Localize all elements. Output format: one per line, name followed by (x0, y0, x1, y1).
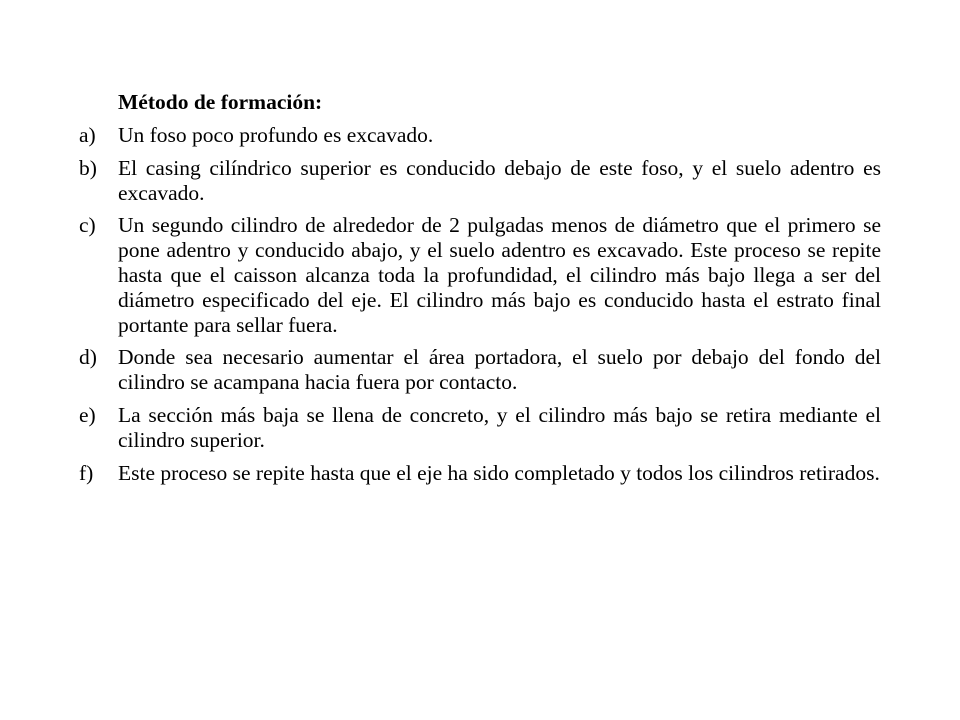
step-text: Un segundo cilindro de alrededor de 2 pulgadas menos de diámetro que el primero se pone adentro y conducido abajo, y el suelo adentro es excavado. Este proceso se repite hasta que el caisson alcanza toda la profundidad, el cilindro más bajo llega a ser del diámetro especificado del eje. El cilindro más bajo es conducido hasta el estrato final portante para sellar fuera. (118, 213, 881, 337)
step-text: La sección más baja se llena de concreto, y el cilindro más bajo se retira mediante el cilindro superior. (118, 402, 881, 452)
step-marker: b) (79, 155, 97, 180)
step-c (79, 213, 881, 337)
step-marker: f) (79, 460, 94, 485)
step-f (79, 461, 881, 486)
step-d (79, 345, 881, 395)
step-b (79, 156, 881, 206)
section-heading: Método de formación: (118, 90, 323, 114)
step-marker: d) (79, 345, 97, 370)
step-e (79, 403, 881, 453)
steps-list (79, 123, 881, 485)
step-text: Un foso poco profundo es excavado. (118, 123, 434, 147)
slide-content (79, 88, 881, 493)
step-marker: a) (79, 123, 96, 147)
step-a (79, 123, 881, 148)
step-text: El casing cilíndrico superior es conducido debajo de este foso, y el suelo adentro es excavado. (118, 155, 881, 205)
step-text: Este proceso se repite hasta que el eje ha sido completado y todos los cilindros retirados. (118, 460, 880, 485)
step-marker: c) (79, 213, 96, 238)
step-text: Donde sea necesario aumentar el área portadora, el suelo por debajo del fondo del cilindro se acampana hacia fuera por contacto. (118, 345, 881, 395)
step-marker: e) (79, 402, 96, 427)
